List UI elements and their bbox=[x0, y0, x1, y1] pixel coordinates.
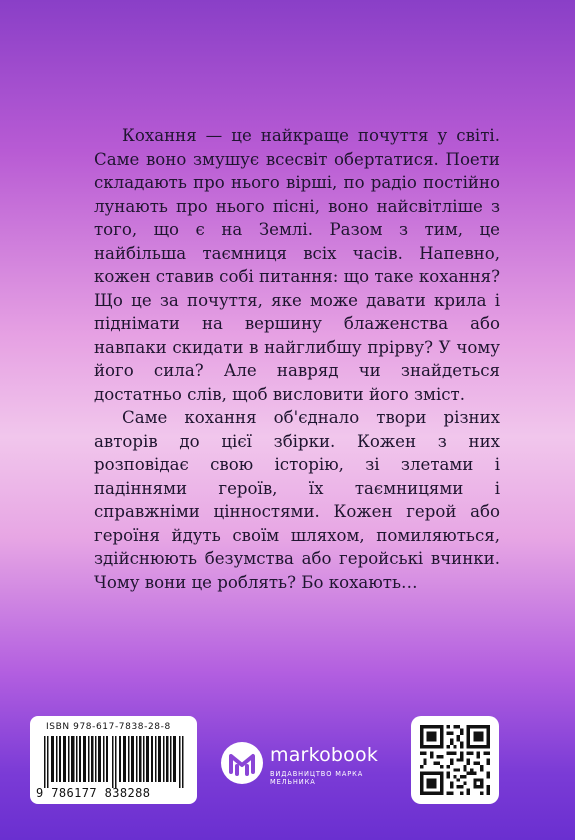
isbn-barcode-panel bbox=[30, 716, 197, 804]
qr-code-icon bbox=[420, 725, 490, 795]
barcode-digits: 9 786177 838288 bbox=[36, 786, 151, 800]
publisher-tagline: ВИДАВНИЦТВО МАРКА МЕЛЬНИКА bbox=[270, 770, 364, 786]
qr-code-panel bbox=[411, 716, 499, 804]
publisher-name: markobook bbox=[270, 744, 379, 766]
publisher-logo bbox=[220, 741, 400, 787]
isbn-label: ISBN 978-617-7838-28-8 bbox=[46, 722, 171, 732]
blurb-text bbox=[94, 124, 500, 594]
blurb-paragraph-2: Саме кохання об'єднало твори різних авторів до цієї збірки. Кожен з них розповідає свою історію, зі злетами і падіннями героїв, їх таємницями і справжніми цінностями. Кожен герой або героїня йдуть своїм шляхом, помиляються, здійснюють безумства або геройські вчинки. Чому вони це роблять? Бо кохають… bbox=[94, 408, 500, 592]
blurb-paragraph-1: Кохання — це найкраще почуття у світі. Саме воно змушує всесвіт обертатися. Поети складають про нього вірші, по радіо постійно лунають про нього пісні, воно найсвітліше з того, що є на Землі. Разом з тим, це найбільша таємниця всіх часів. Напевно, кожен ставив собі питання: що таке кохання? Що це за почуття, яке може давати крила і піднімати на вершину блаженства або навпаки скидати в найглибшу прірву? У чому його сила? Але навряд чи знайдеться достатньо слів, щоб висловити його зміст. bbox=[94, 126, 500, 404]
barcode-icon bbox=[44, 736, 184, 788]
markobook-logo-icon bbox=[220, 741, 264, 785]
